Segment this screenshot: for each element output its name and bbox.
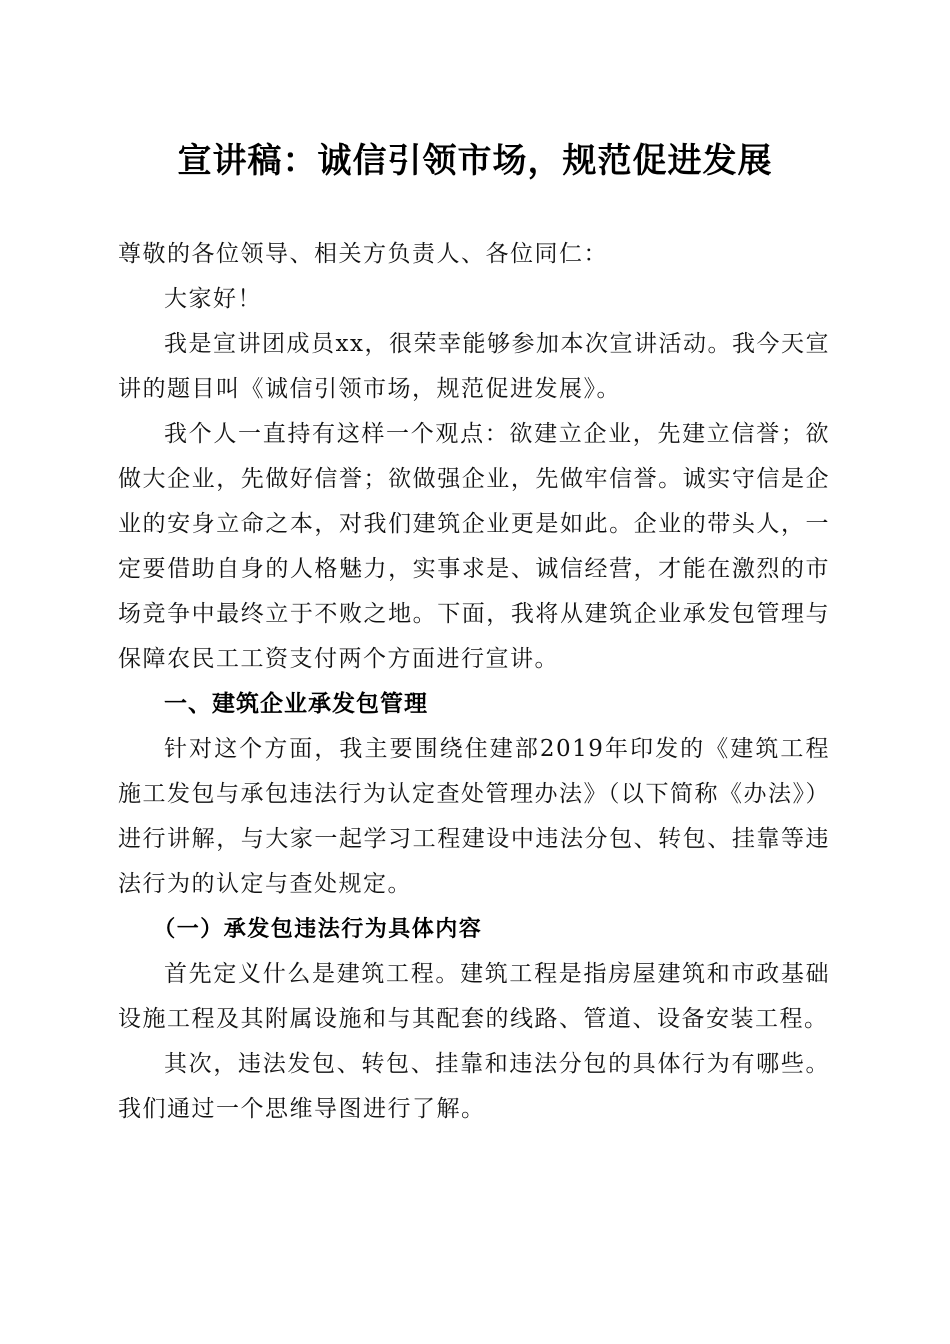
- section-paragraph: 针对这个方面，我主要围绕住建部2019年印发的《建筑工程施工发包与承包违法行为认定查处管理办法》（以下简称《办法》）进行讲解，与大家一起学习工程建设中违法分包、转包、挂靠等违法行为的认定与查处规定。: [118, 736, 830, 897]
- paragraph-intro: 我是宣讲团成员xx，很荣幸能够参加本次宣讲活动。我今天宣讲的题目叫《诚信引领市场，规范促进发展》。: [118, 331, 830, 402]
- document-body: [118, 232, 830, 1132]
- subsection-heading: （一）承发包违法行为具体内容: [153, 916, 483, 942]
- paragraph-viewpoint: 我个人一直持有这样一个观点：欲建立企业，先建立信誉；欲做大企业，先做好信誉；欲做强企业，先做牢信誉。诚实守信是企业的安身立命之本，对我们建筑企业更是如此。企业的带头人，一定要借助自身的人格魅力，实事求是、诚信经营，才能在激烈的市场竞争中最终立于不败之地。下面，我将从建筑企业承发包管理与保障农民工工资支付两个方面进行宣讲。: [118, 421, 830, 672]
- greeting: 大家好！: [164, 286, 262, 312]
- section-heading: 一、建筑企业承发包管理: [164, 691, 428, 717]
- salutation: 尊敬的各位领导、相关方负责人、各位同仁：: [118, 241, 608, 267]
- subsection-paragraph-definition: 首先定义什么是建筑工程。建筑工程是指房屋建筑和市政基础设施工程及其附属设施和与其配套的线路、管道、设备安装工程。: [118, 961, 830, 1032]
- document-title: 宣讲稿：诚信引领市场，规范促进发展: [177, 141, 773, 181]
- subsection-paragraph-mindmap: 其次，违法发包、转包、挂靠和违法分包的具体行为有哪些。我们通过一个思维导图进行了解。: [118, 1051, 830, 1122]
